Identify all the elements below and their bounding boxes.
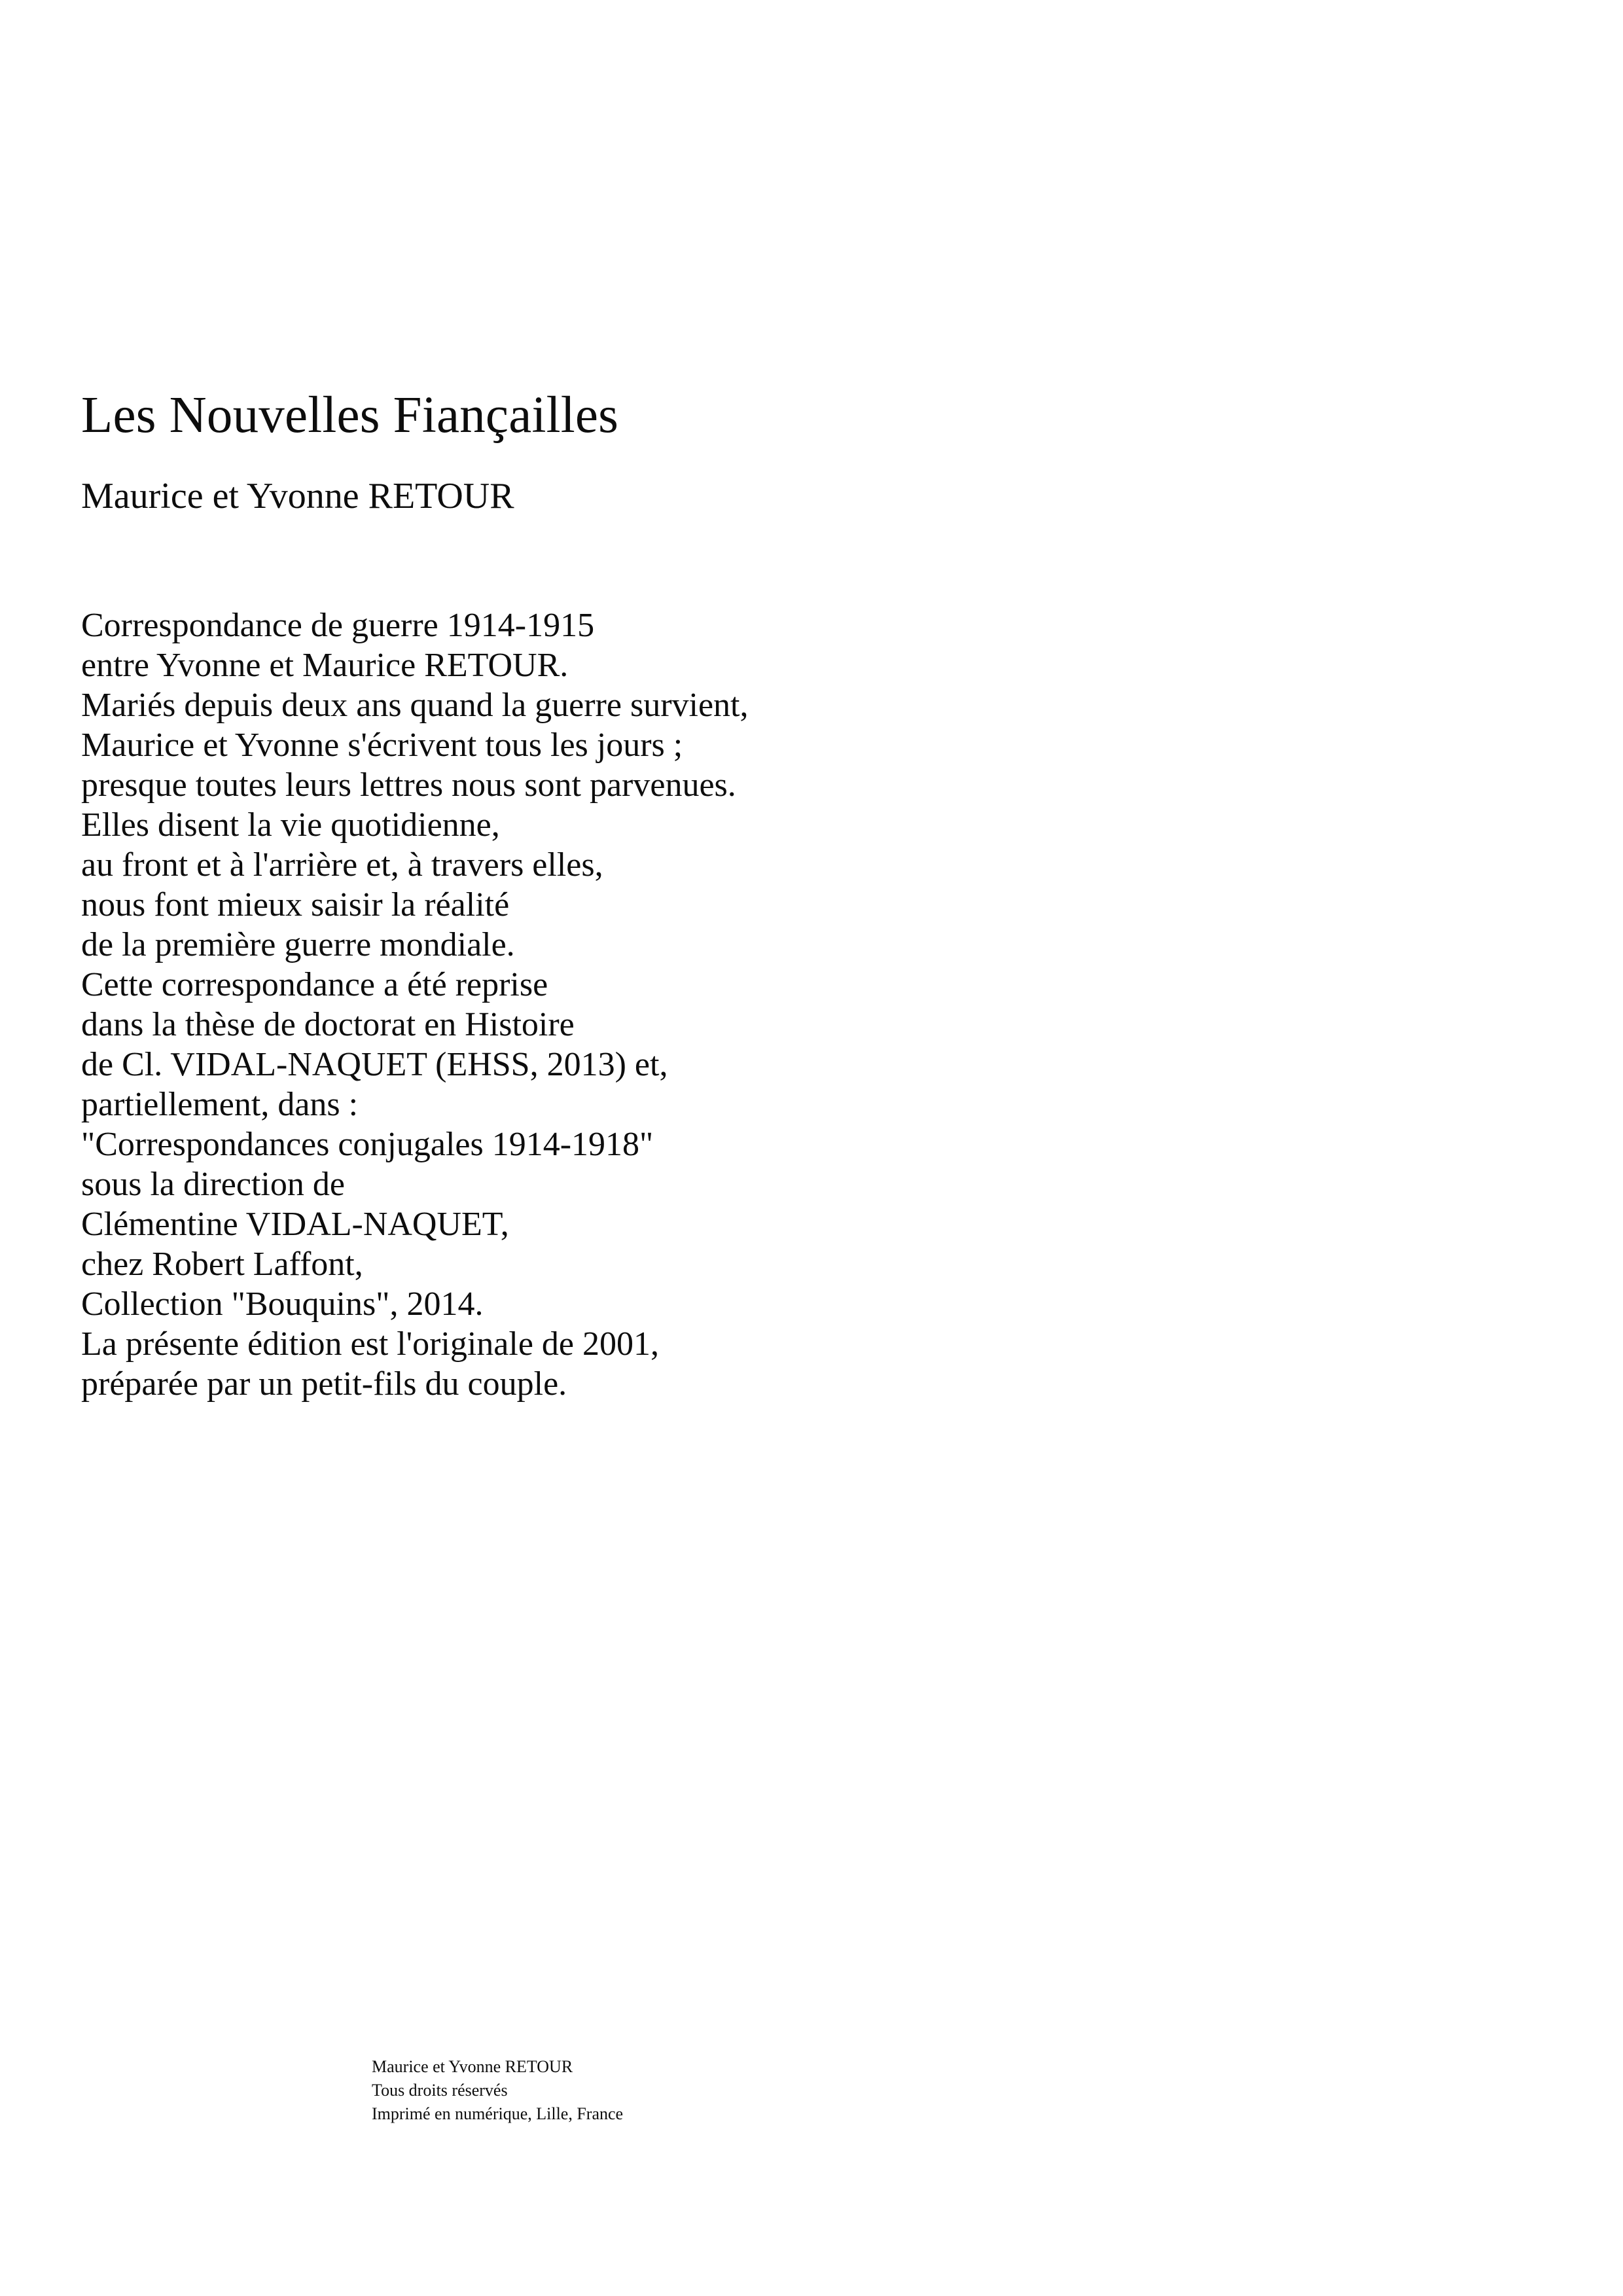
- description-line: presque toutes leurs lettres nous sont parvenues.: [81, 766, 736, 804]
- description-line: Clémentine VIDAL-NAQUET,: [81, 1206, 509, 1243]
- description-line: Collection "Bouquins", 2014.: [81, 1285, 484, 1323]
- colophon-line: Maurice et Yvonne RETOUR: [372, 2057, 573, 2076]
- description-line: "Correspondances conjugales 1914-1918": [81, 1126, 654, 1163]
- colophon-line: Imprimé en numérique, Lille, France: [372, 2104, 624, 2123]
- description-line: de Cl. VIDAL-NAQUET (EHSS, 2013) et,: [81, 1046, 668, 1083]
- description-line: de la première guerre mondiale.: [81, 926, 515, 963]
- description-line: entre Yvonne et Maurice RETOUR.: [81, 647, 569, 684]
- title-block: [81, 385, 1455, 518]
- page-title: Les Nouvelles Fiançailles: [81, 387, 619, 444]
- author-line: Maurice et Yvonne RETOUR: [81, 476, 514, 517]
- description-line: Correspondance de guerre 1914-1915: [81, 607, 595, 644]
- description-block: [81, 605, 1390, 1404]
- description-line: La présente édition est l'originale de 2001,: [81, 1325, 659, 1363]
- description-line: Mariés depuis deux ans quand la guerre survient,: [81, 687, 749, 724]
- description-line: Maurice et Yvonne s'écrivent tous les jours ;: [81, 726, 683, 764]
- description-line: Elles disent la vie quotidienne,: [81, 806, 500, 844]
- description-line: préparée par un petit-fils du couple.: [81, 1365, 567, 1403]
- description-line: dans la thèse de doctorat en Histoire: [81, 1006, 575, 1043]
- description-line: sous la direction de: [81, 1166, 345, 1203]
- description-line: chez Robert Laffont,: [81, 1246, 363, 1283]
- colophon-block: [372, 2055, 1288, 2126]
- colophon-line: Tous droits réservés: [372, 2081, 508, 2100]
- description-line: nous font mieux saisir la réalité: [81, 886, 510, 924]
- description-line: partiellement, dans :: [81, 1086, 359, 1123]
- description-line: au front et à l'arrière et, à travers elles,: [81, 846, 603, 884]
- description-line: Cette correspondance a été reprise: [81, 966, 548, 1003]
